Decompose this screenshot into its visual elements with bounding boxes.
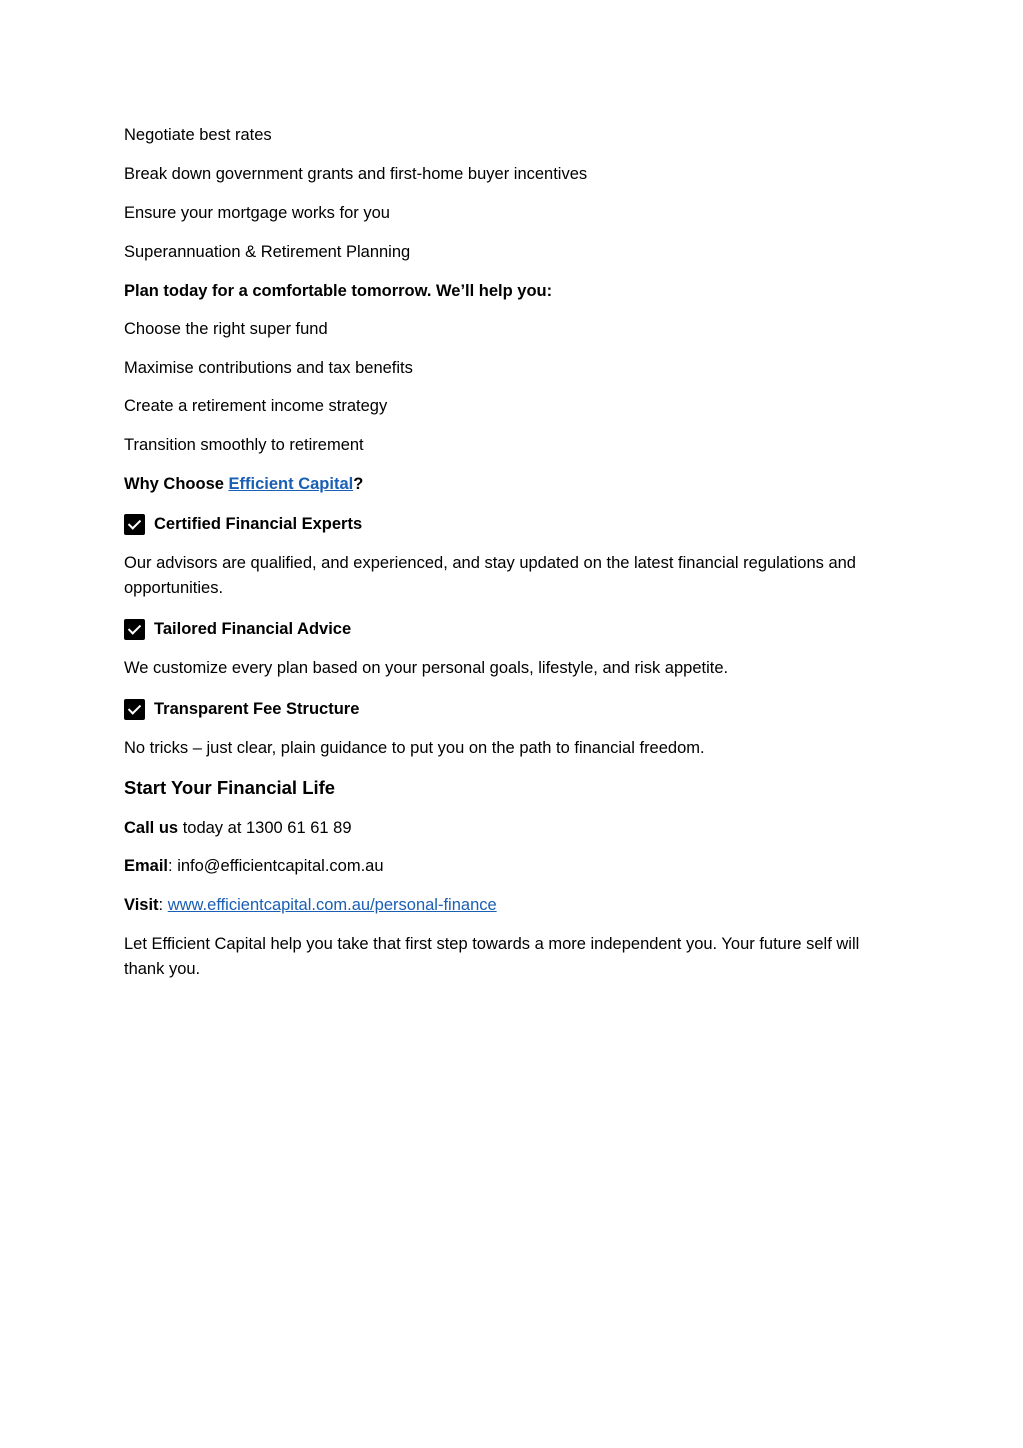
email-line xyxy=(124,854,899,879)
call-text: today at 1300 61 61 89 xyxy=(178,819,352,837)
visit-line xyxy=(124,893,899,918)
feature-title: Transparent Fee Structure xyxy=(154,700,360,718)
list-item: Choose the right super fund xyxy=(124,320,328,338)
feature-description: No tricks – just clear, plain guidance to put you on the path to financial freedom. xyxy=(124,739,705,757)
list-item: Break down government grants and first-home buyer incentives xyxy=(124,165,588,183)
checkbox-checked-icon xyxy=(124,699,145,720)
feature-description: We customize every plan based on your personal goals, lifestyle, and risk appetite. xyxy=(124,659,729,677)
visit-label: Visit xyxy=(124,896,159,914)
list-item: Create a retirement income strategy xyxy=(124,397,388,415)
email-text: : info@efficientcapital.com.au xyxy=(168,857,384,875)
checkbox-checked-icon xyxy=(124,514,145,535)
feature-title: Tailored Financial Advice xyxy=(154,620,352,638)
section-intro: Plan today for a comfortable tomorrow. We’ll help you: xyxy=(124,282,553,300)
feature-title: Certified Financial Experts xyxy=(154,515,363,533)
list-item: Ensure your mortgage works for you xyxy=(124,204,390,222)
section-title: Superannuation & Retirement Planning xyxy=(124,243,411,261)
start-heading: Start Your Financial Life xyxy=(124,777,336,798)
feature-title-row xyxy=(124,617,899,642)
list-item: Maximise contributions and tax benefits xyxy=(124,359,413,377)
feature-title-row xyxy=(124,697,899,722)
feature-description: Our advisors are qualified, and experienced, and stay updated on the latest financial regulations and opportunities. xyxy=(124,554,856,597)
efficient-capital-link[interactable]: Efficient Capital xyxy=(228,475,354,493)
list-item: Transition smoothly to retirement xyxy=(124,436,364,454)
why-choose-heading xyxy=(124,472,899,497)
visit-separator: : xyxy=(158,896,168,914)
feature-title-row xyxy=(124,512,899,537)
call-line xyxy=(124,816,899,841)
website-link[interactable]: www.efficientcapital.com.au/personal-finance xyxy=(167,896,497,914)
why-choose-suffix: ? xyxy=(353,475,364,493)
email-label: Email xyxy=(124,857,169,875)
checkbox-checked-icon xyxy=(124,619,145,640)
why-choose-prefix: Why Choose xyxy=(124,475,229,493)
call-label: Call us xyxy=(124,819,179,837)
closing-paragraph: Let Efficient Capital help you take that first step towards a more independent you. Your future self will thank you. xyxy=(124,935,860,978)
list-item: Negotiate best rates xyxy=(124,126,272,144)
